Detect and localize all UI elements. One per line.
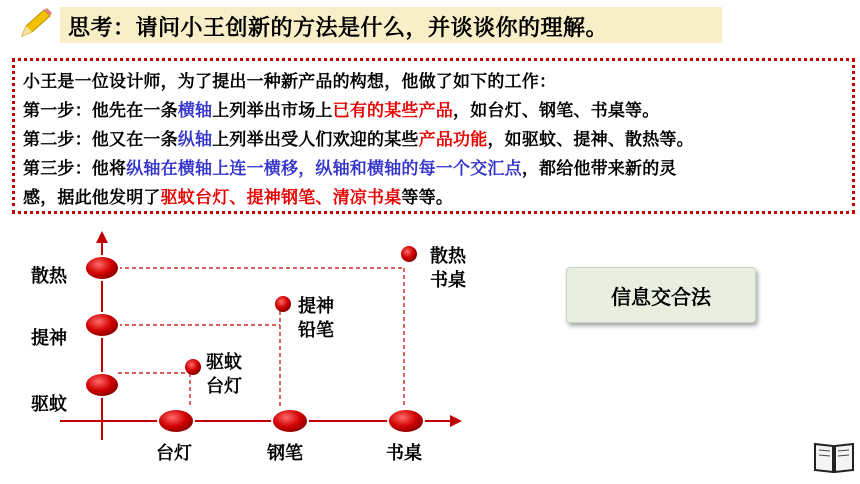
method-answer-box: 信息交合法 xyxy=(566,267,756,323)
y-label-sanre: 散热 xyxy=(31,266,67,287)
x-label-taideng: 台灯 xyxy=(156,443,192,464)
page-title: 思考：请问小王创新的方法是什么，并谈谈你的理解。 xyxy=(68,16,609,41)
combo-label-1: 驱蚊 台灯 xyxy=(206,352,242,397)
y-label-tishen: 提神 xyxy=(31,328,67,349)
y-node-sanre xyxy=(85,256,119,280)
intro-line-5: 感，据此他发明了驱蚊台灯、提神钢笔、清凉书桌等等。 xyxy=(23,188,454,208)
intro-line-2: 第一步：他先在一条横轴上列举出市场上已有的某些产品，如台灯、钢笔、书桌等。 xyxy=(23,101,660,121)
combo-node-1 xyxy=(185,359,201,375)
x-node-taideng xyxy=(158,409,194,433)
y-node-quwen xyxy=(85,373,119,397)
y-node-tishen xyxy=(85,313,119,337)
combo-label-2: 提神 铅笔 xyxy=(298,296,334,341)
x-node-shuzhuo xyxy=(388,409,424,433)
book-icon[interactable] xyxy=(812,438,856,474)
info-crossing-diagram xyxy=(0,225,480,484)
intro-line-4: 第三步：他将纵轴在横轴上连一横移，纵轴和横轴的每一个交汇点，都给他带来新的灵 xyxy=(23,159,677,179)
y-label-quwen: 驱蚊 xyxy=(31,394,67,415)
title-banner xyxy=(60,7,722,43)
x-label-shuzhuo: 书桌 xyxy=(386,443,422,464)
combo-node-2 xyxy=(275,296,291,312)
combo-node-3 xyxy=(401,246,417,262)
x-node-gangbi xyxy=(272,409,308,433)
scenario-textbox xyxy=(12,58,855,214)
intro-line-3: 第二步：他又在一条纵轴上列举出受人们欢迎的某些产品功能，如驱蚊、提神、散热等。 xyxy=(23,130,694,150)
combo-label-3: 散热 书桌 xyxy=(430,246,466,291)
pencil-icon xyxy=(16,6,54,40)
intro-line-1: 小王是一位设计师，为了提出一种新产品的构想，他做了如下的工作： xyxy=(23,72,557,92)
x-label-gangbi: 钢笔 xyxy=(267,443,303,464)
